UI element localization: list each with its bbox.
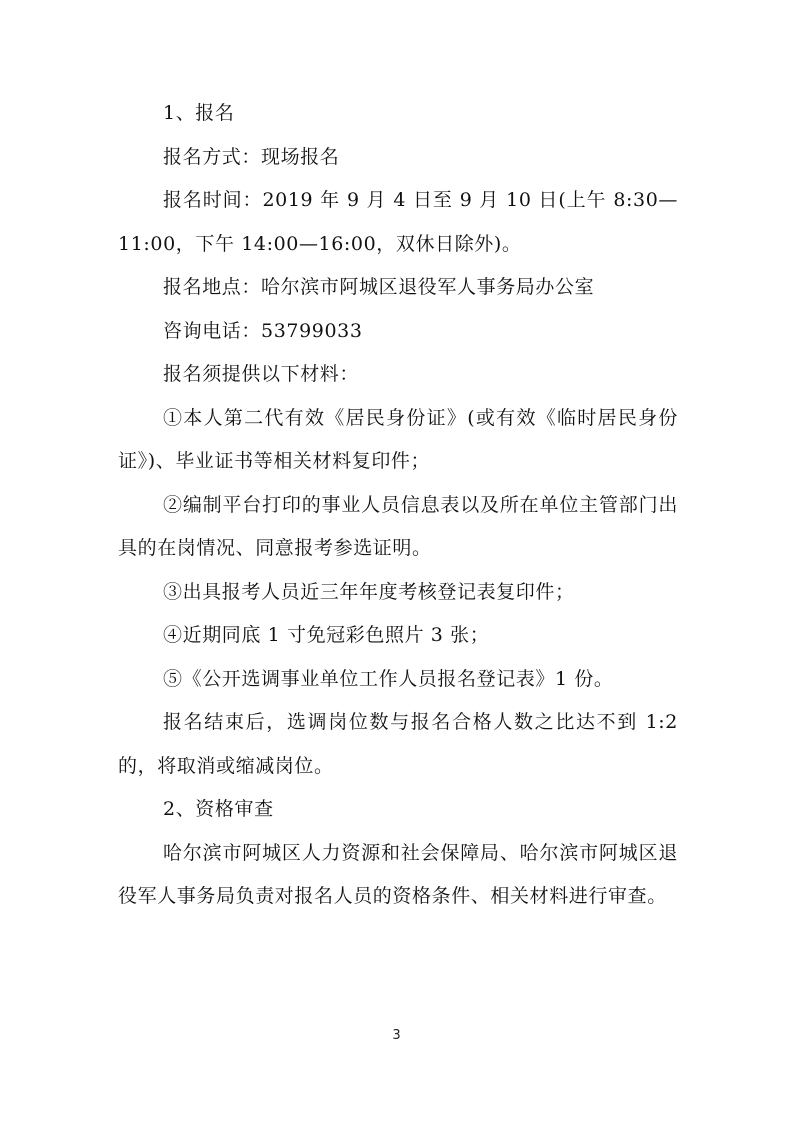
required-materials-intro: 报名须提供以下材料：	[163, 363, 360, 385]
material-item-4: ④近期同底 1 寸免冠彩色照片 3 张；	[163, 624, 490, 646]
material-item-2: ②编制平台打印的事业人员信息表以及所在单位主管部门出具的在岗情况、同意报考参选证明。	[118, 493, 678, 559]
material-item-5: ⑤《公开选调事业单位工作人员报名登记表》1 份。	[163, 667, 614, 690]
consultation-phone: 咨询电话：53799033	[163, 319, 363, 342]
page-number: 3	[392, 1028, 401, 1043]
qualification-review-text: 哈尔滨市阿城区人力资源和社会保障局、哈尔滨市阿城区退役军人事务局负责对报名人员的资格条件、相关材料进行审查。	[118, 841, 678, 907]
registration-location: 报名地点：哈尔滨市阿城区退役军人事务局办公室	[163, 276, 595, 298]
registration-time: 报名时间：2019 年 9 月 4 日至 9 月 10 日(上午 8:30—11:00，下午 14:00—16:00，双休日除外)。	[118, 189, 678, 255]
section-heading-qualification-review: 2、资格审查	[163, 798, 274, 820]
section-heading-registration: 1、报名	[163, 102, 235, 124]
registration-ratio-note: 报名结束后，选调岗位数与报名合格人数之比达不到 1:2 的，将取消或缩减岗位。	[118, 711, 678, 777]
material-item-3: ③出具报考人员近三年年度考核登记表复印件；	[163, 580, 575, 603]
document-body	[118, 92, 678, 919]
material-item-1: ①本人第二代有效《居民身份证》(或有效《临时居民身份证》)、毕业证书等相关材料复印件；	[118, 406, 678, 472]
registration-method: 报名方式：现场报名	[163, 145, 340, 168]
